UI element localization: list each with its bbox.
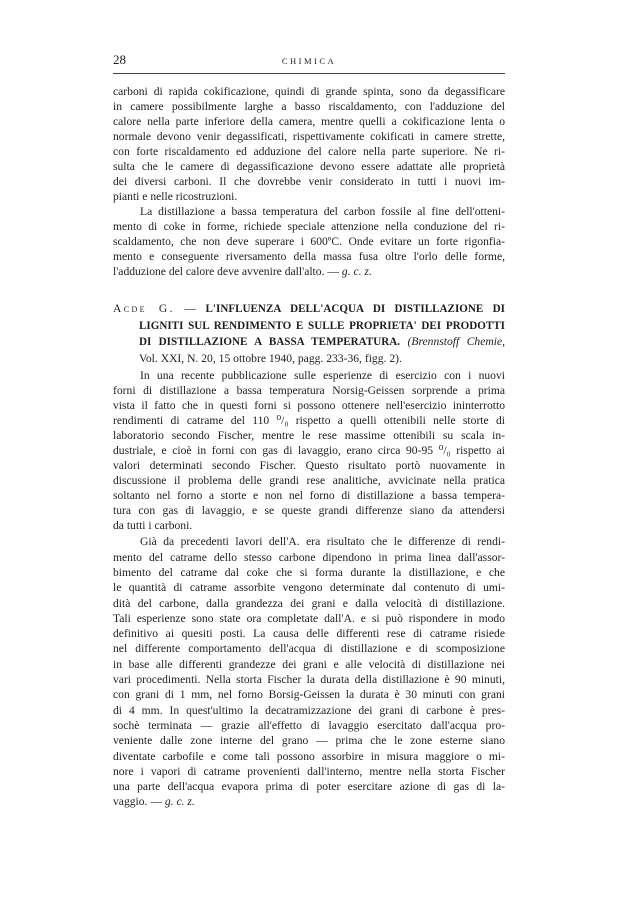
text-line: La distillazione a bassa temperatura del carbon fossile al fine dell'otteni- bbox=[140, 205, 505, 218]
header-rule bbox=[113, 73, 505, 74]
text-line: diventate carbofile e come tali possono assorbire in misura maggiore o mi- bbox=[113, 749, 505, 763]
paragraph bbox=[113, 84, 505, 204]
closing-line bbox=[113, 264, 505, 279]
article-review bbox=[113, 301, 505, 810]
text-line: veniente dalle zone interne del grano — prima che le zone esterne siano bbox=[113, 734, 505, 748]
text-line: valori determinati secondo Fischer. Questo risultato portò nuovamente in bbox=[113, 459, 505, 473]
paragraph-body bbox=[113, 534, 505, 794]
text-line: pianti e nelle ricostruzioni. bbox=[113, 190, 238, 203]
article-heading bbox=[113, 301, 505, 366]
closing-line bbox=[113, 794, 505, 809]
text-line: da tutti i carboni. bbox=[113, 519, 193, 533]
text-line: in camere possibilmente larghe a basso riscaldamento, con l'adduzione del bbox=[113, 100, 505, 113]
page-header bbox=[113, 52, 505, 70]
text-line: vista il fatto che in questi forni si possono ottenere nell'esercizio ininterrotto bbox=[113, 399, 505, 413]
text-line: definitivo ai quesiti posti. La causa delle differenti rese di catrame risiede bbox=[113, 627, 505, 641]
text-line: di 4 mm. In quest'ultimo la decatramizzazione dei grani di carbone è pres- bbox=[113, 703, 505, 717]
text-line: bimento del catrame dal coke che si forma durante la distillazione, e che bbox=[113, 565, 505, 579]
text-line: mento e conseguente riversamento della massa fusa oltre l'orlo delle forme, bbox=[113, 250, 505, 263]
closing-text: l'adduzione del calore deve avvenire dall'alto. — bbox=[113, 265, 339, 278]
text-line: Già da precedenti lavori dell'A. era risultato che le differenze di rendi- bbox=[140, 535, 505, 549]
signature: g. c. z. bbox=[341, 265, 372, 278]
text-line: mento di coke in forme, richiede speciale attenzione nella conduzione del ri- bbox=[113, 220, 505, 233]
text-line: con forte riscaldamento ed adduzione del calore nella parte superiore. Ne ri- bbox=[113, 145, 505, 158]
text-line: sochè terminata — grazie all'effetto di lavaggio esercitato dall'acqua pro- bbox=[113, 718, 505, 732]
text-line: dustriale, e cioè in forni con gas di lavaggio, erano circa 90-95 ⁰/₀ rispetto ai bbox=[113, 444, 505, 458]
article-continuation bbox=[113, 84, 505, 279]
text-line: laboratorio secondo Fischer, mentre le rese massime ottenibili su scala in- bbox=[113, 429, 505, 443]
text-line: nel differente comportamento dell'acqua di distillazione e di scomposizione bbox=[113, 642, 505, 656]
text-line: calore nella parte inferiore della camera, mentre quelli a cokificazione lenta o bbox=[113, 115, 505, 128]
text-line: scaldamento, che non deve superare i 600ºC. Onde evitare un forte rigonfia- bbox=[113, 235, 505, 248]
source-journal: (Brennstoff Chemie, bbox=[407, 335, 506, 349]
title-line bbox=[113, 334, 505, 351]
text-line: mento del catrame dello stesso carbone dipendono in prima linea dall'assor- bbox=[113, 550, 505, 564]
text-line: nore i vapori di catrame provenienti dall'interno, mentre nella storta Fischer bbox=[113, 764, 505, 778]
text-line: soltanto nel forno a storte e non nel forno di distillazione a bassa tempera- bbox=[113, 489, 505, 503]
text-line: discussione il problema delle grandi rese analitiche, avvicinate nella pratica bbox=[113, 474, 505, 488]
text-line: In una recente pubblicazione sulle esperienze di esercizio con i nuovi bbox=[140, 369, 505, 383]
text-line: dità del carbone, dalla grandezza dei grani e dalla velocità di distillazione. bbox=[113, 596, 505, 610]
text-line: rendimenti di catrame del 110 ⁰/₀ rispetto a quelli ottenibili nelle storte di bbox=[113, 414, 505, 428]
source-details: Vol. XXI, N. 20, 15 ottobre 1940, pagg. 233-36, figg. 2). bbox=[139, 351, 402, 365]
title-text: L'INFLUENZA DELL'ACQUA DI DISTILLAZIONE DI bbox=[205, 303, 505, 315]
paragraph-body bbox=[113, 204, 505, 264]
signature: g. c. z. bbox=[164, 795, 195, 809]
text-line: con grani di 1 mm, nel forno Borsig-Geissen la durata è 30 minuti con grani bbox=[113, 688, 505, 702]
author-name: Acde G. bbox=[113, 302, 175, 315]
title-line bbox=[113, 318, 505, 335]
running-title: CHIMICA bbox=[281, 56, 337, 66]
text-line: sulta che le camere di degassificazione devono essere adattate alle proprietà bbox=[113, 160, 505, 173]
text-line: in base alle differenti grandezze dei grani e alle velocità di distillazione nei bbox=[113, 657, 505, 671]
paragraph bbox=[113, 204, 505, 279]
text-line: dei diversi carboni. Il che dovrebbe venir considerato in tutti i nuovi im- bbox=[113, 175, 505, 188]
text-line: forni di distillazione a bassa temperatura Norsig-Geissen sorprende a prima bbox=[113, 384, 505, 398]
text-line: carboni di rapida cokificazione, quindi di grande spinta, sono da degassificare bbox=[113, 85, 505, 98]
title-dash: — bbox=[184, 302, 197, 315]
text-line: una parte dell'acqua evapora prima di poter esercitare azione di gas di la- bbox=[113, 780, 505, 794]
text-line: le quantità di catrame assorbite vengono determinate dal contenuto di umi- bbox=[113, 581, 505, 595]
closing-text: vaggio. — bbox=[113, 795, 162, 809]
title-line bbox=[113, 301, 505, 318]
page-number: 28 bbox=[113, 52, 126, 67]
paragraph bbox=[113, 534, 505, 809]
text-line: normale devono venir degassificati, rispettivamente cokificati in camere strette, bbox=[113, 130, 505, 143]
text-line: Tali esperienze sono state ora completate dall'A. e si può rispondere in modo bbox=[113, 611, 505, 625]
title-text: LIGNITI SUL RENDIMENTO E SULLE PROPRIETA' DEI PRODOTTI bbox=[139, 319, 505, 332]
text-line: vari procedimenti. Nella storta Fischer la durata della distillazione è 90 minuti, bbox=[113, 673, 505, 687]
title-text: DI DISTILLAZIONE A BASSA TEMPERATURA. bbox=[139, 336, 401, 349]
text-line: tura con gas di lavaggio, e se queste grandi differenze siano da attendersi bbox=[113, 504, 505, 518]
paragraph bbox=[113, 368, 505, 533]
